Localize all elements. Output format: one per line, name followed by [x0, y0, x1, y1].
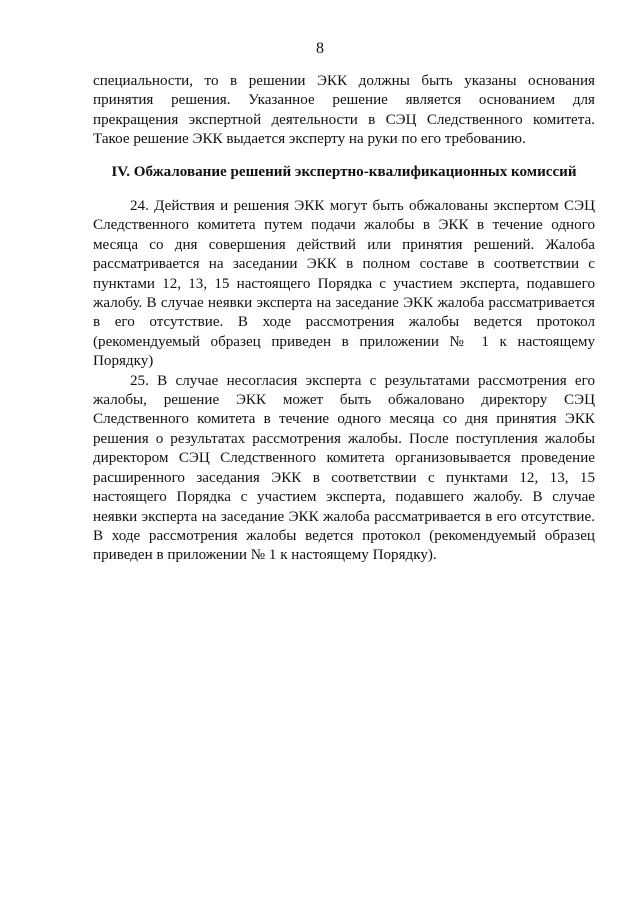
section-body — [93, 197, 595, 566]
intro-paragraph: специальности, то в решении ЭКК должны быть указаны основания принятия решения. Указанное решение является основанием для прекращения экспертной деятельности в СЭЦ Следственного комитета. Такое решение ЭКК выдается эксперту на руки по его требованию. — [93, 73, 595, 148]
paragraph-25: 25. В случае несогласия эксперта с результатами рассмотрения его жалобы, решение ЭКК может быть обжаловано директору СЭЦ Следственного комитета в течение одного месяца со дня принятия ЭКК решения о результатах рассмотрения жалобы. После поступления жалобы директором СЭЦ Следственного комитета организовывается проведение расширенного заседания ЭКК в соответствии с пунктами 12, 13, 15 настоящего Порядка с участием эксперта, подавшего жалобу. В случае неявки эксперта на заседание ЭКК жалоба рассматривается в его отсутствие. В ходе рассмотрения жалобы ведется протокол (рекомендуемый образец приведен в приложении № 1 к настоящему Порядку). — [93, 372, 595, 564]
page-number: 8 — [316, 40, 324, 57]
paragraph-24: 24. Действия и решения ЭКК могут быть обжалованы экспертом СЭЦ Следственного комитета путем подачи жалобы в ЭКК в течение одного месяца со дня совершения действий или принятия решений. Жалоба рассматривается на заседании ЭКК в полном составе в соответствии с пунктами 12, 13, 15 настоящего Порядка с участием эксперта, подавшего жалобу. В случае неявки эксперта на заседание ЭКК жалоба рассматривается в его отсутствие. В ходе рассмотрения жалобы ведется протокол (рекомендуемый образец приведен в приложении № 1 к настоящему Порядку) — [93, 198, 595, 370]
section-heading: IV. Обжалование решений экспертно-квалификационных комиссий — [111, 164, 577, 180]
intro-block — [93, 72, 595, 150]
